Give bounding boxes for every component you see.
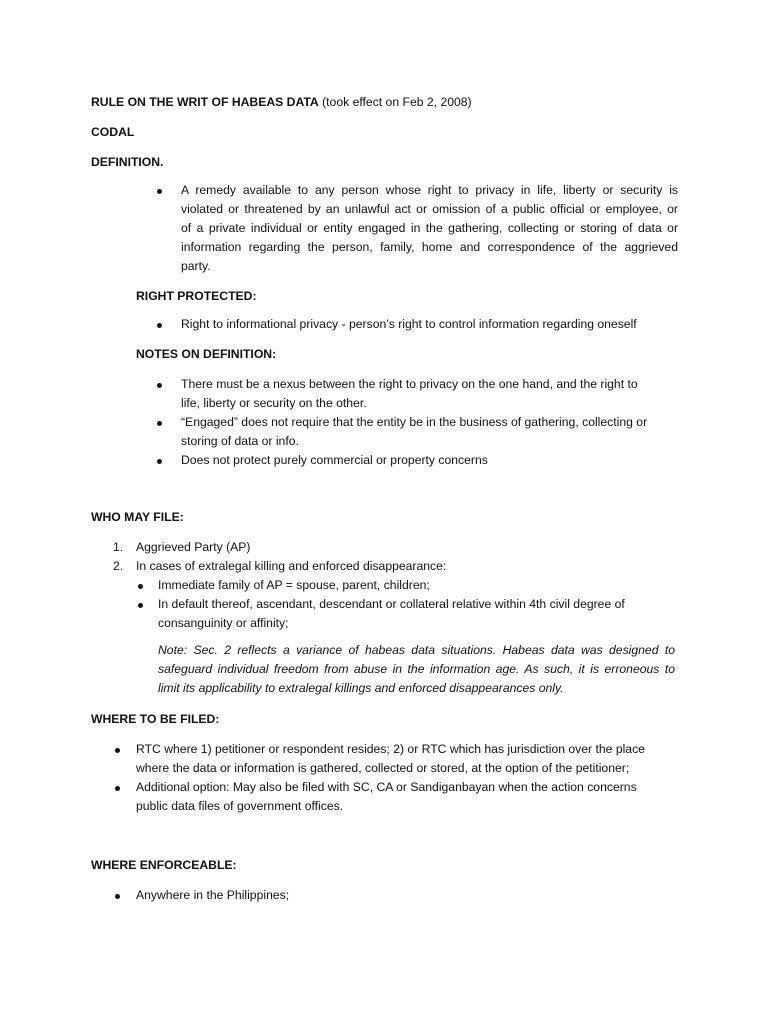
list-number: 2.	[113, 559, 124, 573]
bullet-icon	[155, 315, 163, 334]
bullet-icon	[113, 886, 121, 905]
definition-line-2: violated or threatened by an unlawful act or omission of a public official or employee, or	[181, 202, 678, 216]
bullet-icon	[155, 451, 163, 470]
bullet-icon	[136, 595, 144, 614]
who-item-2: In cases of extralegal killing and enforced disappearance:	[136, 559, 447, 573]
list-number: 1.	[113, 540, 124, 554]
where-filed-1-line-1: RTC where 1) petitioner or respondent resides; 2) or RTC which has jurisdiction over the place	[136, 742, 645, 756]
bullet-icon	[136, 576, 144, 595]
where-filed-1-line-2: where the data or information is gathered, collected or stored, at the option of the petitioner;	[136, 761, 630, 775]
bullet-icon	[155, 375, 163, 394]
definition-line-3: of a private individual or entity engaged in the gathering, collecting or storing of data or	[181, 221, 678, 235]
bullet-icon	[113, 740, 121, 759]
who-may-file-heading: WHO MAY FILE:	[91, 510, 184, 524]
definition-heading: DEFINITION.	[91, 155, 164, 169]
note-1-line-1: There must be a nexus between the right to privacy on the one hand, and the right to	[181, 377, 638, 391]
definition-line-1: A remedy available to any person whose right to privacy in life, liberty or security is	[181, 183, 678, 197]
bullet-icon	[113, 778, 121, 797]
where-enforceable-text: Anywhere in the Philippines;	[136, 888, 290, 902]
where-enforceable-heading: WHERE ENFORCEABLE:	[91, 858, 237, 872]
who-item-1: Aggrieved Party (AP)	[136, 540, 251, 554]
definition-line-5: party.	[181, 259, 211, 273]
bullet-icon	[155, 413, 163, 432]
title-rest: (took effect on Feb 2, 2008)	[318, 95, 472, 109]
right-protected-heading: RIGHT PROTECTED:	[136, 289, 257, 303]
title-bold: RULE ON THE WRIT OF HABEAS DATA	[91, 95, 319, 109]
who-subitem-1: Immediate family of AP = spouse, parent, children;	[158, 578, 430, 592]
notes-heading: NOTES ON DEFINITION:	[136, 347, 277, 361]
right-protected-text: Right to informational privacy - person’s right to control information regarding oneself	[181, 317, 637, 331]
document-title	[91, 93, 472, 112]
note-line-2: safeguard individual freedom from abuse in the information age. As such, it is erroneous to	[158, 662, 675, 676]
note-1-line-2: life, liberty or security on the other.	[181, 396, 367, 410]
note-line-3: limit its applicability to extralegal killings and enforced disappearances only.	[158, 681, 564, 695]
where-filed-2-line-2: public data files of government offices.	[136, 799, 344, 813]
who-subitem-2-line-1: In default thereof, ascendant, descendant or collateral relative within 4th civil degree of	[158, 597, 625, 611]
bullet-icon	[155, 181, 163, 200]
where-filed-2-line-1: Additional option: May also be filed with SC, CA or Sandiganbayan when the action concerns	[136, 780, 637, 794]
who-subitem-2-line-2: consanguinity or affinity;	[158, 616, 289, 630]
note-2-line-2: storing of data or info.	[181, 434, 299, 448]
note-line-1: Note: Sec. 2 reflects a variance of habeas data situations. Habeas data was designed to	[158, 643, 675, 657]
where-filed-heading: WHERE TO BE FILED:	[91, 712, 220, 726]
definition-line-4: information regarding the person, family, home and correspondence of the aggrieved	[181, 240, 678, 254]
note-2-line-1: “Engaged” does not require that the entity be in the business of gathering, collecting or	[181, 415, 648, 429]
note-3-line-1: Does not protect purely commercial or property concerns	[181, 453, 488, 467]
codal-heading: CODAL	[91, 125, 135, 139]
